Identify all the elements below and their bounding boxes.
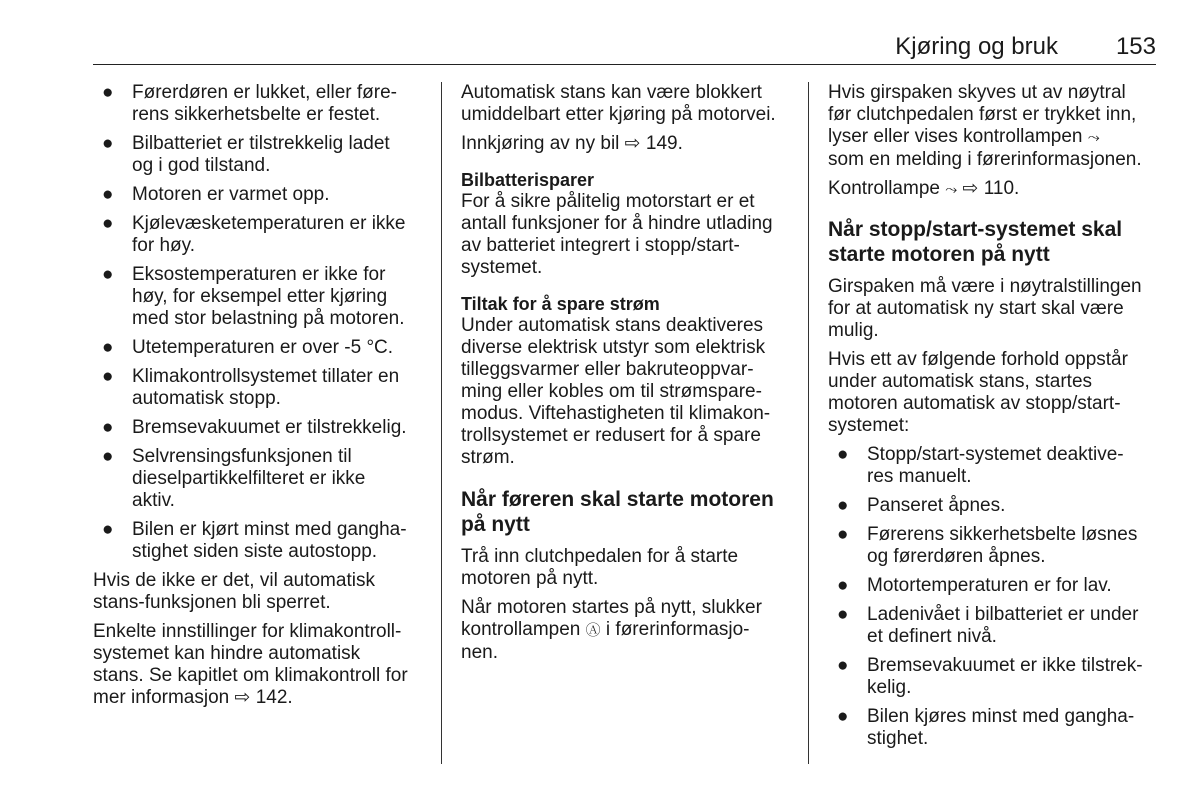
paragraph: Når motoren startes på nytt, slukker kontrollampen Ⓐ i førerinformasjo- nen.: [461, 597, 762, 663]
page-number: 153: [1115, 33, 1156, 60]
list-item: ● Selvrensingsfunksjonen til dieselpartikkelfilteret er ikke aktiv.: [102, 446, 366, 511]
paragraph: Hvis ett av følgende forhold oppstår under automatisk stans, startes motoren automatisk av stopp/start- systemet:: [828, 349, 1128, 436]
auto-stop-indicator-icon: Ⓐ: [585, 622, 601, 639]
list-item: ● Førerdøren er lukket, eller føre- rens sikkerhetsbelte er festet.: [102, 82, 397, 125]
shift-lever-indicator-icon: ⤳: [945, 181, 958, 198]
bullet-icon: ●: [102, 213, 114, 234]
section-heading: Når stopp/start-systemet skal starte motoren på nytt: [828, 218, 1123, 266]
column-1: [93, 82, 433, 716]
paragraph: Enkelte innstillinger for klimakontroll- systemet kan hindre automatisk stans. Se kapitlet om klimakontroll for mer informasjon ⇨ 142.: [93, 621, 408, 708]
bullet-icon: ●: [837, 604, 849, 625]
condition-list: [93, 82, 433, 563]
bullet-icon: ●: [102, 133, 114, 154]
bullet-icon: ●: [102, 82, 114, 103]
list-item: ● Motoren er varmet opp.: [102, 184, 330, 205]
paragraph: Automatisk stans kan være blokkert umiddelbart etter kjøring på motorvei.: [461, 82, 776, 125]
list-item: ● Førerens sikkerhetsbelte løsnes og førerdøren åpnes.: [837, 524, 1138, 567]
condition-list: [828, 444, 1158, 750]
bullet-icon: ●: [102, 446, 114, 467]
bullet-icon: ●: [102, 417, 114, 438]
list-item: ● Bremsevakuumet er tilstrekkelig.: [102, 417, 407, 438]
list-item: ● Bremsevakuumet er ikke tilstrek- kelig.: [837, 655, 1143, 698]
list-item: ● Kjølevæsketemperaturen er ikke for høy.: [102, 213, 406, 256]
bullet-icon: ●: [102, 366, 114, 387]
bullet-icon: ●: [837, 655, 849, 676]
bullet-icon: ●: [837, 444, 849, 465]
section-title: Kjøring og bruk: [895, 33, 1058, 60]
column-divider: [441, 82, 442, 764]
bullet-icon: ●: [102, 264, 114, 285]
paragraph: Trå inn clutchpedalen for å starte motoren på nytt.: [461, 546, 739, 589]
list-item: ● Eksostemperaturen er ikke for høy, for eksempel etter kjøring med stor belastning på motoren.: [102, 264, 405, 329]
subheading: Bilbatterisparer: [461, 170, 595, 190]
list-item: ● Panseret åpnes.: [837, 495, 1006, 516]
list-item: ● Klimakontrollsystemet tillater en automatisk stopp.: [102, 366, 400, 409]
subheading: Tiltak for å spare strøm: [461, 294, 660, 314]
list-item: ● Motortemperaturen er for lav.: [837, 575, 1112, 596]
paragraph: Hvis de ikke er det, vil automatisk stans-funksjonen bli sperret.: [93, 570, 375, 613]
bullet-icon: ●: [837, 575, 849, 596]
bullet-icon: ●: [837, 524, 849, 545]
bullet-icon: ●: [837, 495, 849, 516]
paragraph: Innkjøring av ny bil ⇨ 149.: [461, 133, 683, 154]
list-item: ● Ladenivået i bilbatteriet er under et definert nivå.: [837, 604, 1139, 647]
list-item: ● Stopp/start-systemet deaktive- res manuelt.: [837, 444, 1124, 487]
paragraph: Hvis girspaken skyves ut av nøytral før clutchpedalen først er trykket inn, lyser eller vises kontrollampen ⤳ som en melding i førerinformasjonen.: [828, 82, 1142, 170]
paragraph: Kontrollampe ⤳ ⇨ 110.: [828, 178, 1020, 199]
paragraph: Under automatisk stans deaktiveres diverse elektrisk utstyr som elektrisk tilleggsvarmer eller bakruteoppvar- ming eller kobles om til strømspare- modus. Viftehastigheten til klimakon- trollsystemet er redusert for å spare strøm.: [461, 315, 771, 468]
paragraph: For å sikre pålitelig motorstart er et antall funksjoner for å hindre utlading av batteriet integrert i stopp/start- systemet.: [461, 191, 773, 278]
shift-lever-indicator-icon: ⤳: [1087, 129, 1100, 146]
column-3: [828, 82, 1158, 757]
column-2: [461, 82, 801, 671]
column-divider: [808, 82, 809, 764]
section-heading: Når føreren skal starte motoren på nytt: [461, 488, 774, 536]
bullet-icon: ●: [102, 519, 114, 540]
list-item: ● Bilen kjøres minst med gangha- stighet.: [837, 706, 1135, 749]
list-item: ● Bilen er kjørt minst med gangha- stighet siden siste autostopp.: [102, 519, 407, 562]
bullet-icon: ●: [102, 337, 114, 358]
list-item: ● Bilbatteriet er tilstrekkelig ladet og i god tilstand.: [102, 133, 390, 176]
page-header: [93, 32, 1156, 65]
bullet-icon: ●: [837, 706, 849, 727]
paragraph: Girspaken må være i nøytralstillingen for at automatisk ny start skal være mulig.: [828, 276, 1142, 341]
list-item: ● Utetemperaturen er over -5 °C.: [102, 337, 394, 358]
bullet-icon: ●: [102, 184, 114, 205]
